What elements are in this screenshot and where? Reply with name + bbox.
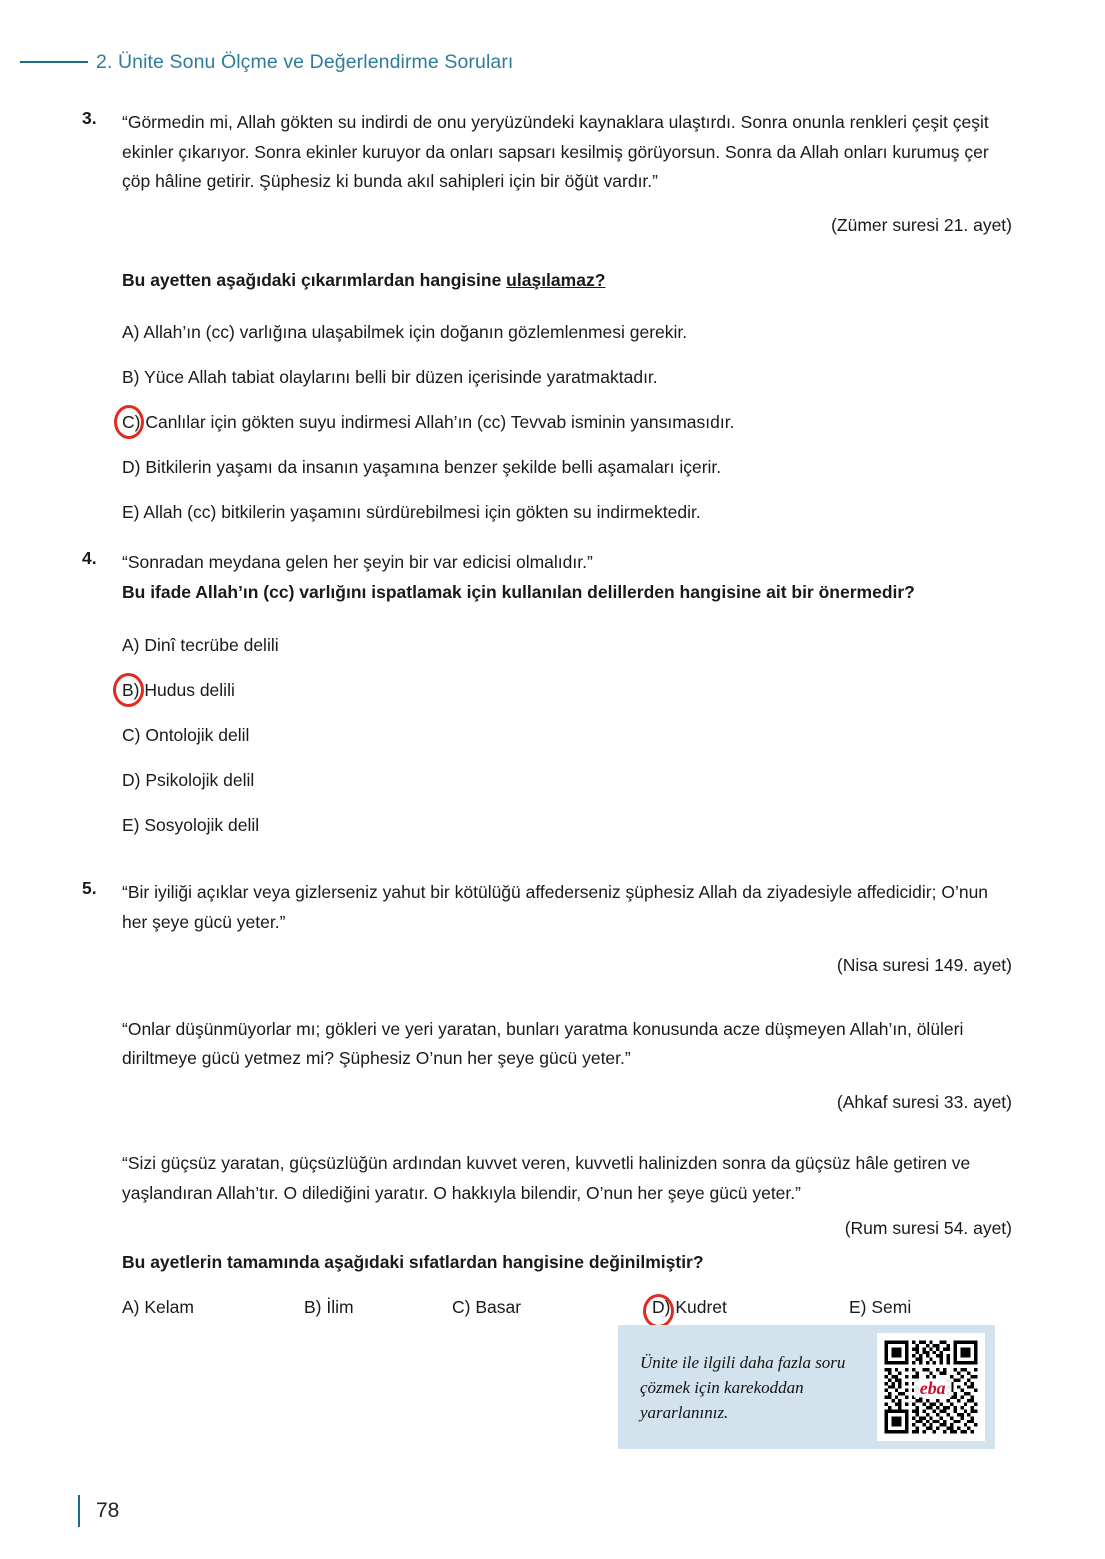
option-text: Semi [871, 1297, 912, 1317]
question-3-option-d[interactable] [122, 453, 1012, 482]
question-3-option-e[interactable] [122, 498, 1012, 527]
question-4-option-b[interactable] [122, 676, 1012, 705]
option-letter: E) [849, 1297, 867, 1317]
question-4 [82, 548, 1012, 840]
question-3-prompt-underlined: ulaşılamaz? [506, 270, 606, 290]
option-letter: B) [304, 1297, 322, 1317]
question-5-option-c[interactable] [452, 1297, 521, 1318]
question-5-option-e[interactable] [849, 1297, 911, 1318]
option-letter: C) [122, 725, 141, 745]
footer-rule [78, 1495, 80, 1527]
question-5-prompt: Bu ayetlerin tamamında aşağıdaki sıfatlardan hangisine değinilmiştir? [122, 1251, 704, 1272]
question-5-passage-2: “Onlar düşünmüyorlar mı; gökleri ve yeri yaratan, bunları yaratma konusunda acze düşmeyen Allah’ın, ölüleri diriltmeye gücü yetmez mi? Şüphesiz O’nun her şeye gücü yeter.” [122, 1018, 964, 1068]
option-text: Canlılar için gökten suyu indirmesi Allah’ın (cc) Tevvab isminin yansımasıdır. [145, 411, 735, 432]
qr-code[interactable] [877, 1333, 985, 1441]
option-text: Yüce Allah tabiat olaylarını belli bir düzen içerisinde yaratmaktadır. [144, 366, 658, 387]
option-text: Allah’ın (cc) varlığına ulaşabilmek için doğanın gözlemlenmesi gerekir. [143, 321, 688, 342]
page-header-title: 2. Ünite Sonu Ölçme ve Değerlendirme Soruları [96, 50, 514, 73]
option-text: Dinî tecrübe delili [144, 635, 279, 655]
question-3-option-b[interactable] [122, 363, 1012, 392]
option-letter: A) [122, 321, 140, 342]
option-letter: E) [122, 815, 140, 835]
svg-text:eba: eba [919, 1378, 946, 1399]
question-5 [82, 878, 1012, 1327]
option-letter: B) [122, 680, 140, 700]
option-letter: D) [122, 456, 141, 477]
question-5-source-3: (Rum suresi 54. ayet) [844, 1218, 1012, 1238]
option-text: Allah (cc) bitkilerin yaşamını sürdürebilmesi için gökten su indirmektedir. [143, 501, 701, 522]
question-3-prompt-text: Bu ayetten aşağıdaki çıkarımlardan hangisine [122, 270, 507, 290]
question-3-number: 3. [82, 108, 97, 128]
page-number: 78 [96, 1499, 120, 1522]
option-letter: B) [122, 366, 140, 387]
question-4-option-d[interactable] [122, 766, 1012, 795]
option-text: Sosyolojik delil [144, 815, 260, 835]
question-4-option-a[interactable] [122, 631, 1012, 660]
question-5-source-1: (Nisa suresi 149. ayet) [836, 955, 1012, 975]
question-3-option-a[interactable] [122, 318, 1012, 347]
option-letter: C) [122, 411, 141, 432]
question-3-source: (Zümer suresi 21. ayet) [831, 214, 1012, 235]
question-5-passage-1: “Bir iyiliği açıklar veya gizlerseniz yahut bir kötülüğü affederseniz şüphesiz Allah da ziyadesiyle affedicidir; O’nun her şeye gücü yeter.” [122, 882, 989, 932]
option-text: Psikolojik delil [145, 770, 255, 790]
question-3 [82, 108, 1012, 527]
page-footer [78, 1494, 119, 1528]
qr-code-image [881, 1337, 981, 1437]
option-letter: A) [122, 635, 140, 655]
option-letter: D) [652, 1297, 671, 1317]
option-letter: A) [122, 1297, 140, 1317]
question-5-number: 5. [82, 878, 97, 898]
question-5-source-2: (Ahkaf suresi 33. ayet) [836, 1091, 1012, 1112]
question-5-option-a[interactable] [122, 1297, 194, 1318]
option-text: Hudus delili [144, 680, 235, 700]
option-text: Kelam [144, 1297, 194, 1317]
option-letter: E) [122, 501, 140, 522]
option-text: Kudret [675, 1297, 727, 1317]
question-5-option-b[interactable] [304, 1297, 354, 1318]
question-4-option-e[interactable] [122, 811, 1012, 840]
eba-logo-icon [914, 1378, 952, 1398]
question-4-number: 4. [82, 548, 97, 568]
option-letter: C) [452, 1297, 471, 1317]
option-letter: D) [122, 770, 141, 790]
question-5-options-row [122, 1297, 1012, 1327]
option-text: Ontolojik delil [145, 725, 250, 745]
question-3-stem: “Görmedin mi, Allah gökten su indirdi de onu yeryüzündeki kaynaklara ulaştırdı. Sonra onunla renkleri çeşit çeşit ekinler çıkarıyor. Sonra ekinler kuruyor da onları sapsarı kesilmiş görüyorsun. Sonra da Allah onları kurumuş çer çöp hâline getirir. Şüphesiz ki bunda akıl sahipleri için bir öğüt vardır.” [122, 112, 989, 191]
question-5-passage-3: “Sizi güçsüz yaratan, güçsüzlüğün ardından kuvvet veren, kuvvetli halinizden sonra da güçsüz hâle getiren ve yaşlandıran Allah’tır. O dilediğini yaratır. O hakkıyla bilendir, O’nun her şeye gücü yeter.” [122, 1153, 971, 1203]
option-text: İlim [326, 1297, 354, 1317]
question-3-prompt [122, 266, 1012, 296]
question-5-option-d[interactable] [652, 1297, 727, 1318]
question-3-option-c[interactable] [122, 408, 1012, 437]
qr-promo-box [618, 1325, 995, 1449]
question-4-prompt: Bu ifade Allah’ın (cc) varlığını ispatlamak için kullanılan delillerden hangisine ait bir önermedir? [122, 581, 915, 602]
option-text: Bitkilerin yaşamı da insanın yaşamına benzer şekilde belli aşamaları içerir. [145, 456, 722, 477]
qr-promo-text: Ünite ile ilgili daha fazla soru çözmek için karekoddan yararlanınız. [640, 1352, 846, 1422]
question-4-stem: “Sonradan meydana gelen her şeyin bir var edicisi olmalıdır.” [122, 552, 593, 572]
option-text: Basar [475, 1297, 522, 1317]
question-4-option-c[interactable] [122, 721, 1012, 750]
